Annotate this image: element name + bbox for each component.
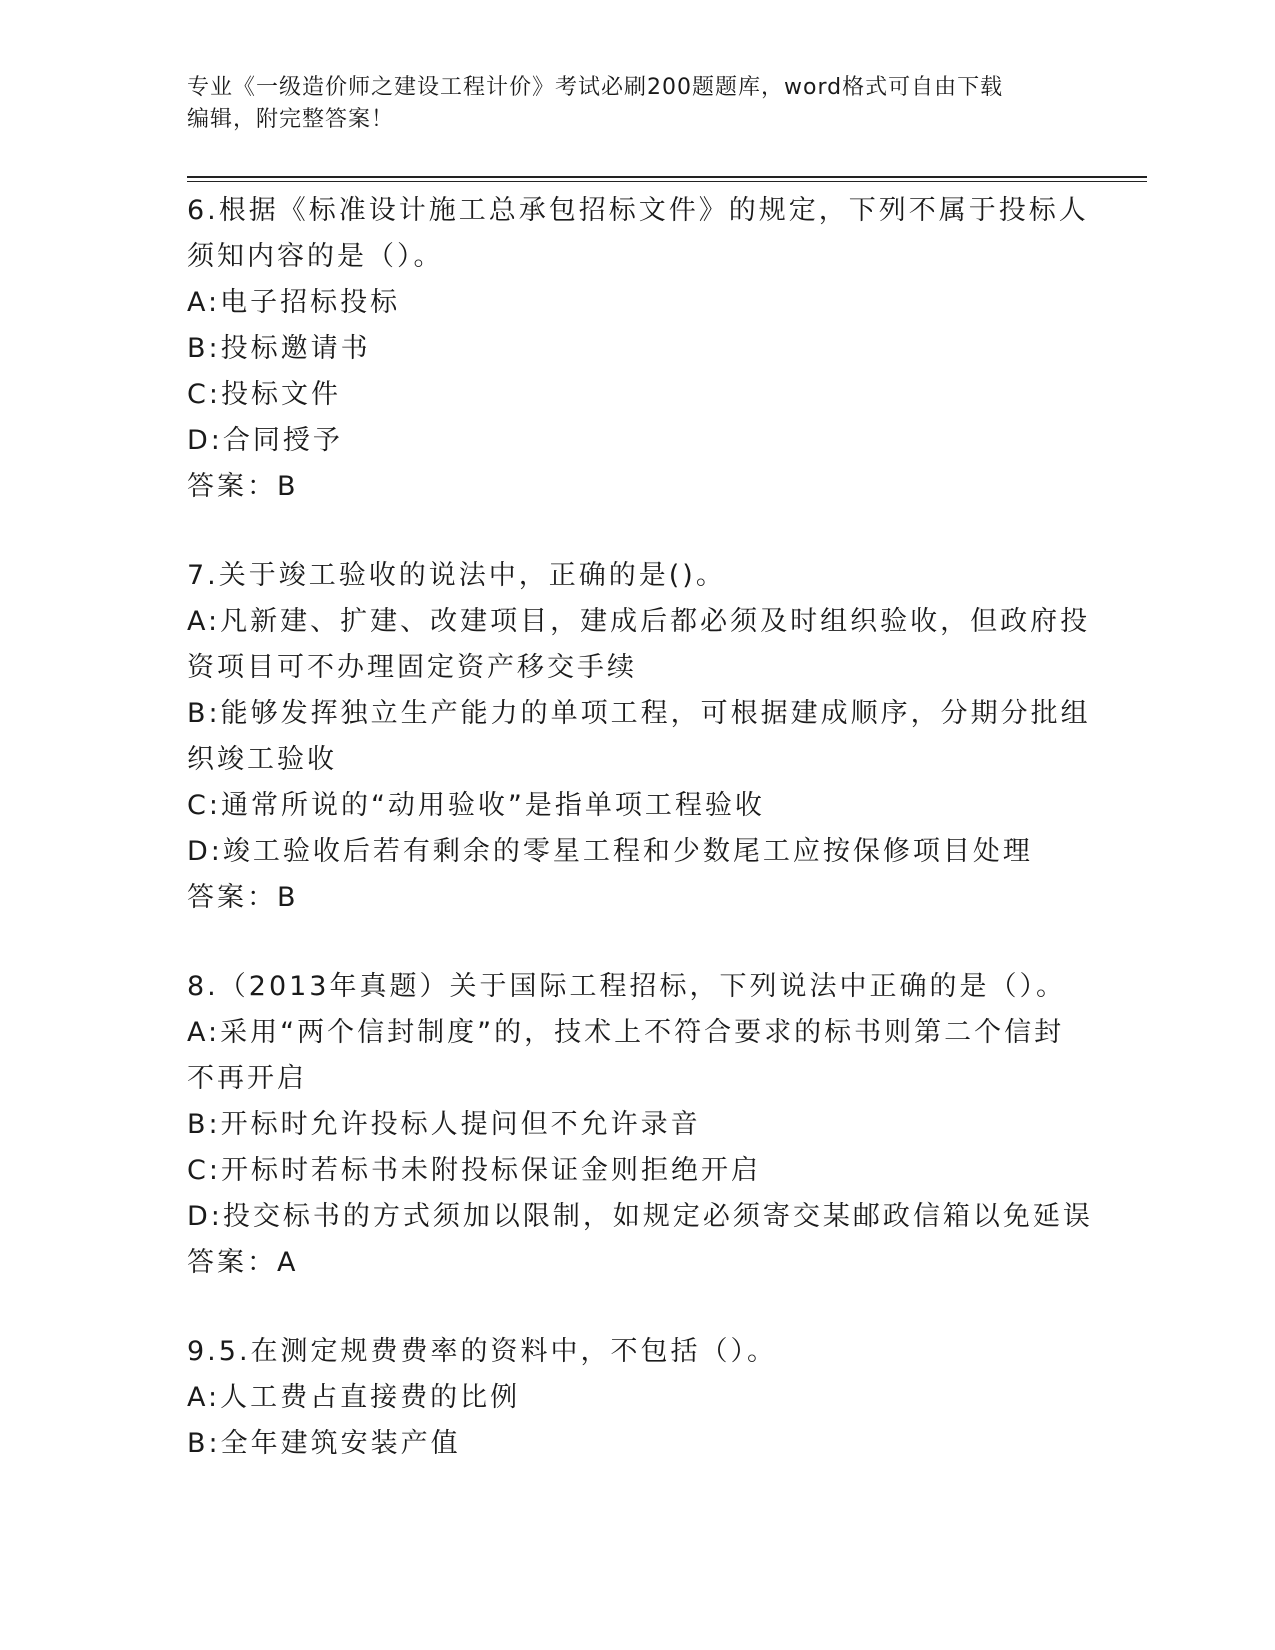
option-a: A:人工费占直接费的比例 [187,1382,521,1413]
question-stem: 须知内容的是（）。 [187,241,444,272]
option-a-continued: 资项目可不办理固定资产移交手续 [187,652,637,683]
answer-label: 答案： [187,471,277,502]
option-c: C:投标文件 [187,379,341,410]
header-line-2: 编辑，附完整答案！ [187,107,395,132]
answer-value: B [277,471,296,502]
answer-line [187,464,1087,510]
answer-label: 答案： [187,1247,277,1278]
option-d: D:竣工验收后若有剩余的零星工程和少数尾工应按保修项目处理 [187,836,1033,867]
header-divider-thin [187,181,1147,182]
option-b: B:能够发挥独立生产能力的单项工程，可根据建成顺序，分期分批组 [187,698,1091,729]
document-header [187,72,1067,136]
option-b-continued: 织竣工验收 [187,744,337,775]
question-stem: 8.（2013年真题）关于国际工程招标，下列说法中正确的是（）。 [187,971,1066,1002]
option-c: C:开标时若标书未附投标保证金则拒绝开启 [187,1155,761,1186]
answer-label: 答案： [187,882,277,913]
option-a-continued: 不再开启 [187,1063,307,1094]
question-block [187,964,1093,1286]
option-b: B:投标邀请书 [187,333,371,364]
option-a: A:凡新建、扩建、改建项目，建成后都必须及时组织验收，但政府投 [187,606,1091,637]
header-line-1: 专业《一级造价师之建设工程计价》考试必刷200题题库，word格式可自由下载 [187,75,1004,100]
header-divider-thick [187,176,1147,178]
option-b: B:开标时允许投标人提问但不允许录音 [187,1109,701,1140]
answer-line [187,1240,1087,1286]
option-b: B:全年建筑安装产值 [187,1428,461,1459]
question-block [187,1329,1087,1467]
question-stem: 7.关于竣工验收的说法中，正确的是()。 [187,560,726,591]
answer-value: A [277,1247,296,1278]
option-d: D:合同授予 [187,425,343,456]
option-d: D:投交标书的方式须加以限制，如规定必须寄交某邮政信箱以免延误 [187,1201,1093,1232]
question-stem: 6.根据《标准设计施工总承包招标文件》的规定，下列不属于投标人 [187,195,1089,226]
answer-line [187,875,1087,921]
question-block [187,188,1087,510]
question-block [187,553,1091,921]
option-a: A:采用“两个信封制度”的，技术上不符合要求的标书则第二个信封 [187,1017,1065,1048]
question-list [187,188,1093,1467]
question-stem: 9.5.在测定规费费率的资料中，不包括（）。 [187,1336,778,1367]
option-a: A:电子招标投标 [187,287,401,318]
answer-value: B [277,882,296,913]
option-c: C:通常所说的“动用验收”是指单项工程验收 [187,790,765,821]
